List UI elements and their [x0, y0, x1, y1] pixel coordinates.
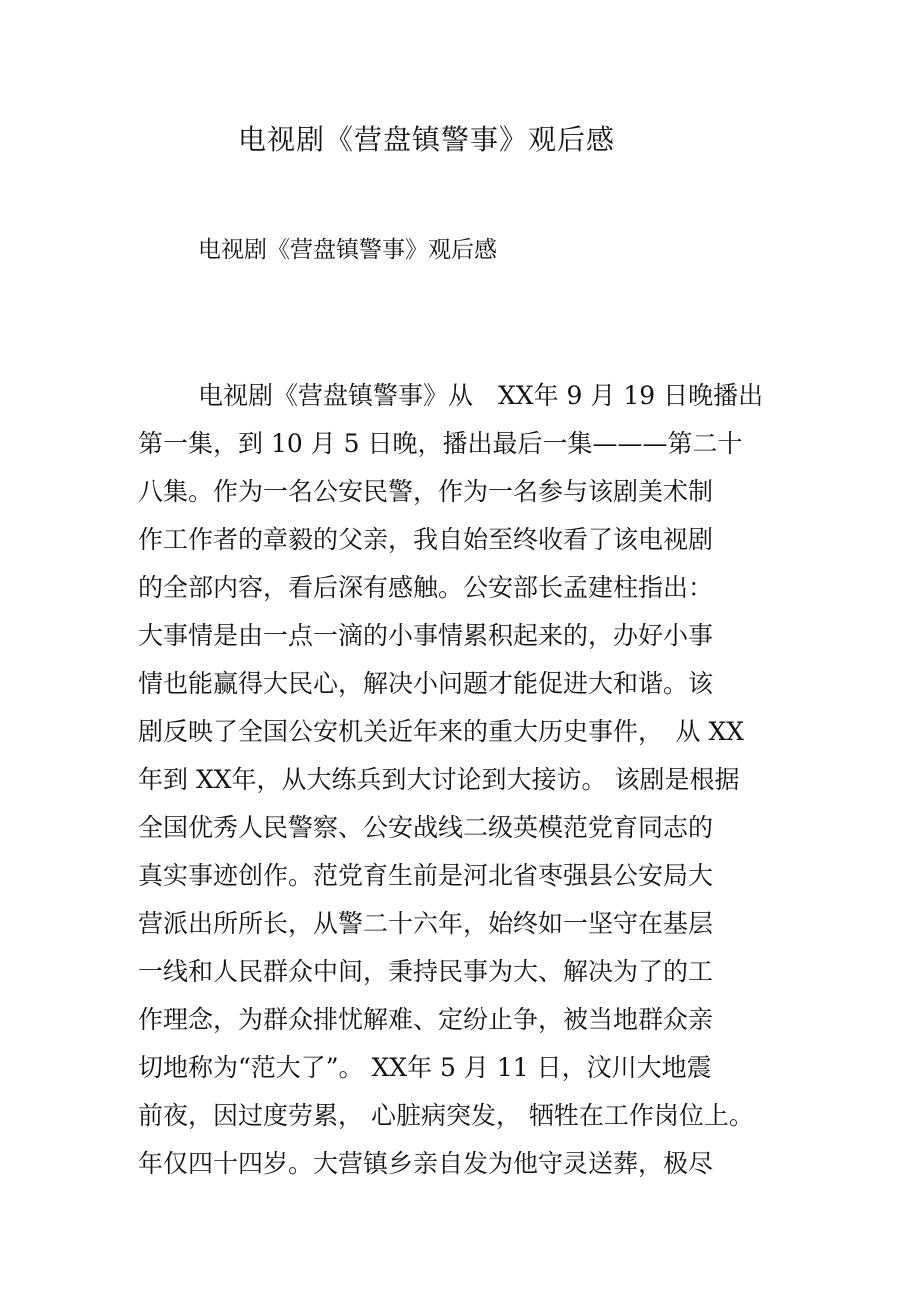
body-line: 年仅四十四岁。大营镇乡亲自发为他守灵送葬，极尽: [138, 1149, 714, 1178]
body-line: 作工作者的章毅的父亲，我自始至终收看了该电视剧: [138, 525, 714, 554]
body-line: 年到 XX年，从大练兵到大讨论到大接访。 该剧是根据: [138, 765, 740, 794]
body-line: 情也能赢得大民心，解决小问题才能促进大和谐。该: [138, 669, 714, 698]
body-line: 大事情是由一点一滴的小事情累积起来的，办好小事: [138, 621, 714, 650]
body-line: 营派出所所长，从警二十六年，始终如一坚守在基层: [138, 909, 714, 938]
body-line: 剧反映了全国公安机关近年来的重大历史事件， 从 XX: [138, 717, 745, 746]
body-line: 一线和人民群众中间，秉持民事为大、解决为了的工: [138, 957, 714, 986]
body-line: 全国优秀人民警察、公安战线二级英模范党育同志的: [138, 813, 714, 842]
body-line: 切地称为“范大了”。 XX年 5 月 11 日，汶川大地震: [138, 1053, 712, 1082]
body-line: 八集。作为一名公安民警，作为一名参与该剧美术制: [138, 477, 714, 506]
body-line: 前夜，因过度劳累， 心脏病突发， 牺牲在工作岗位上。: [138, 1101, 754, 1130]
document-title: 电视剧《营盘镇警事》观后感: [238, 123, 616, 156]
body-line: 真实事迹创作。范党育生前是河北省枣强县公安局大: [138, 861, 714, 890]
body-line: 第一集，到 10 月 5 日晚，播出最后一集———第二十: [138, 429, 743, 458]
body-line: 电视剧《营盘镇警事》从 XX年 9 月 19 日晚播出: [198, 381, 764, 410]
document-subtitle: 电视剧《营盘镇警事》观后感: [198, 237, 497, 263]
body-line: 作理念，为群众排忧解难、定纷止争，被当地群众亲: [138, 1005, 714, 1034]
body-line: 的全部内容，看后深有感触。公安部长孟建柱指出：: [138, 573, 714, 602]
